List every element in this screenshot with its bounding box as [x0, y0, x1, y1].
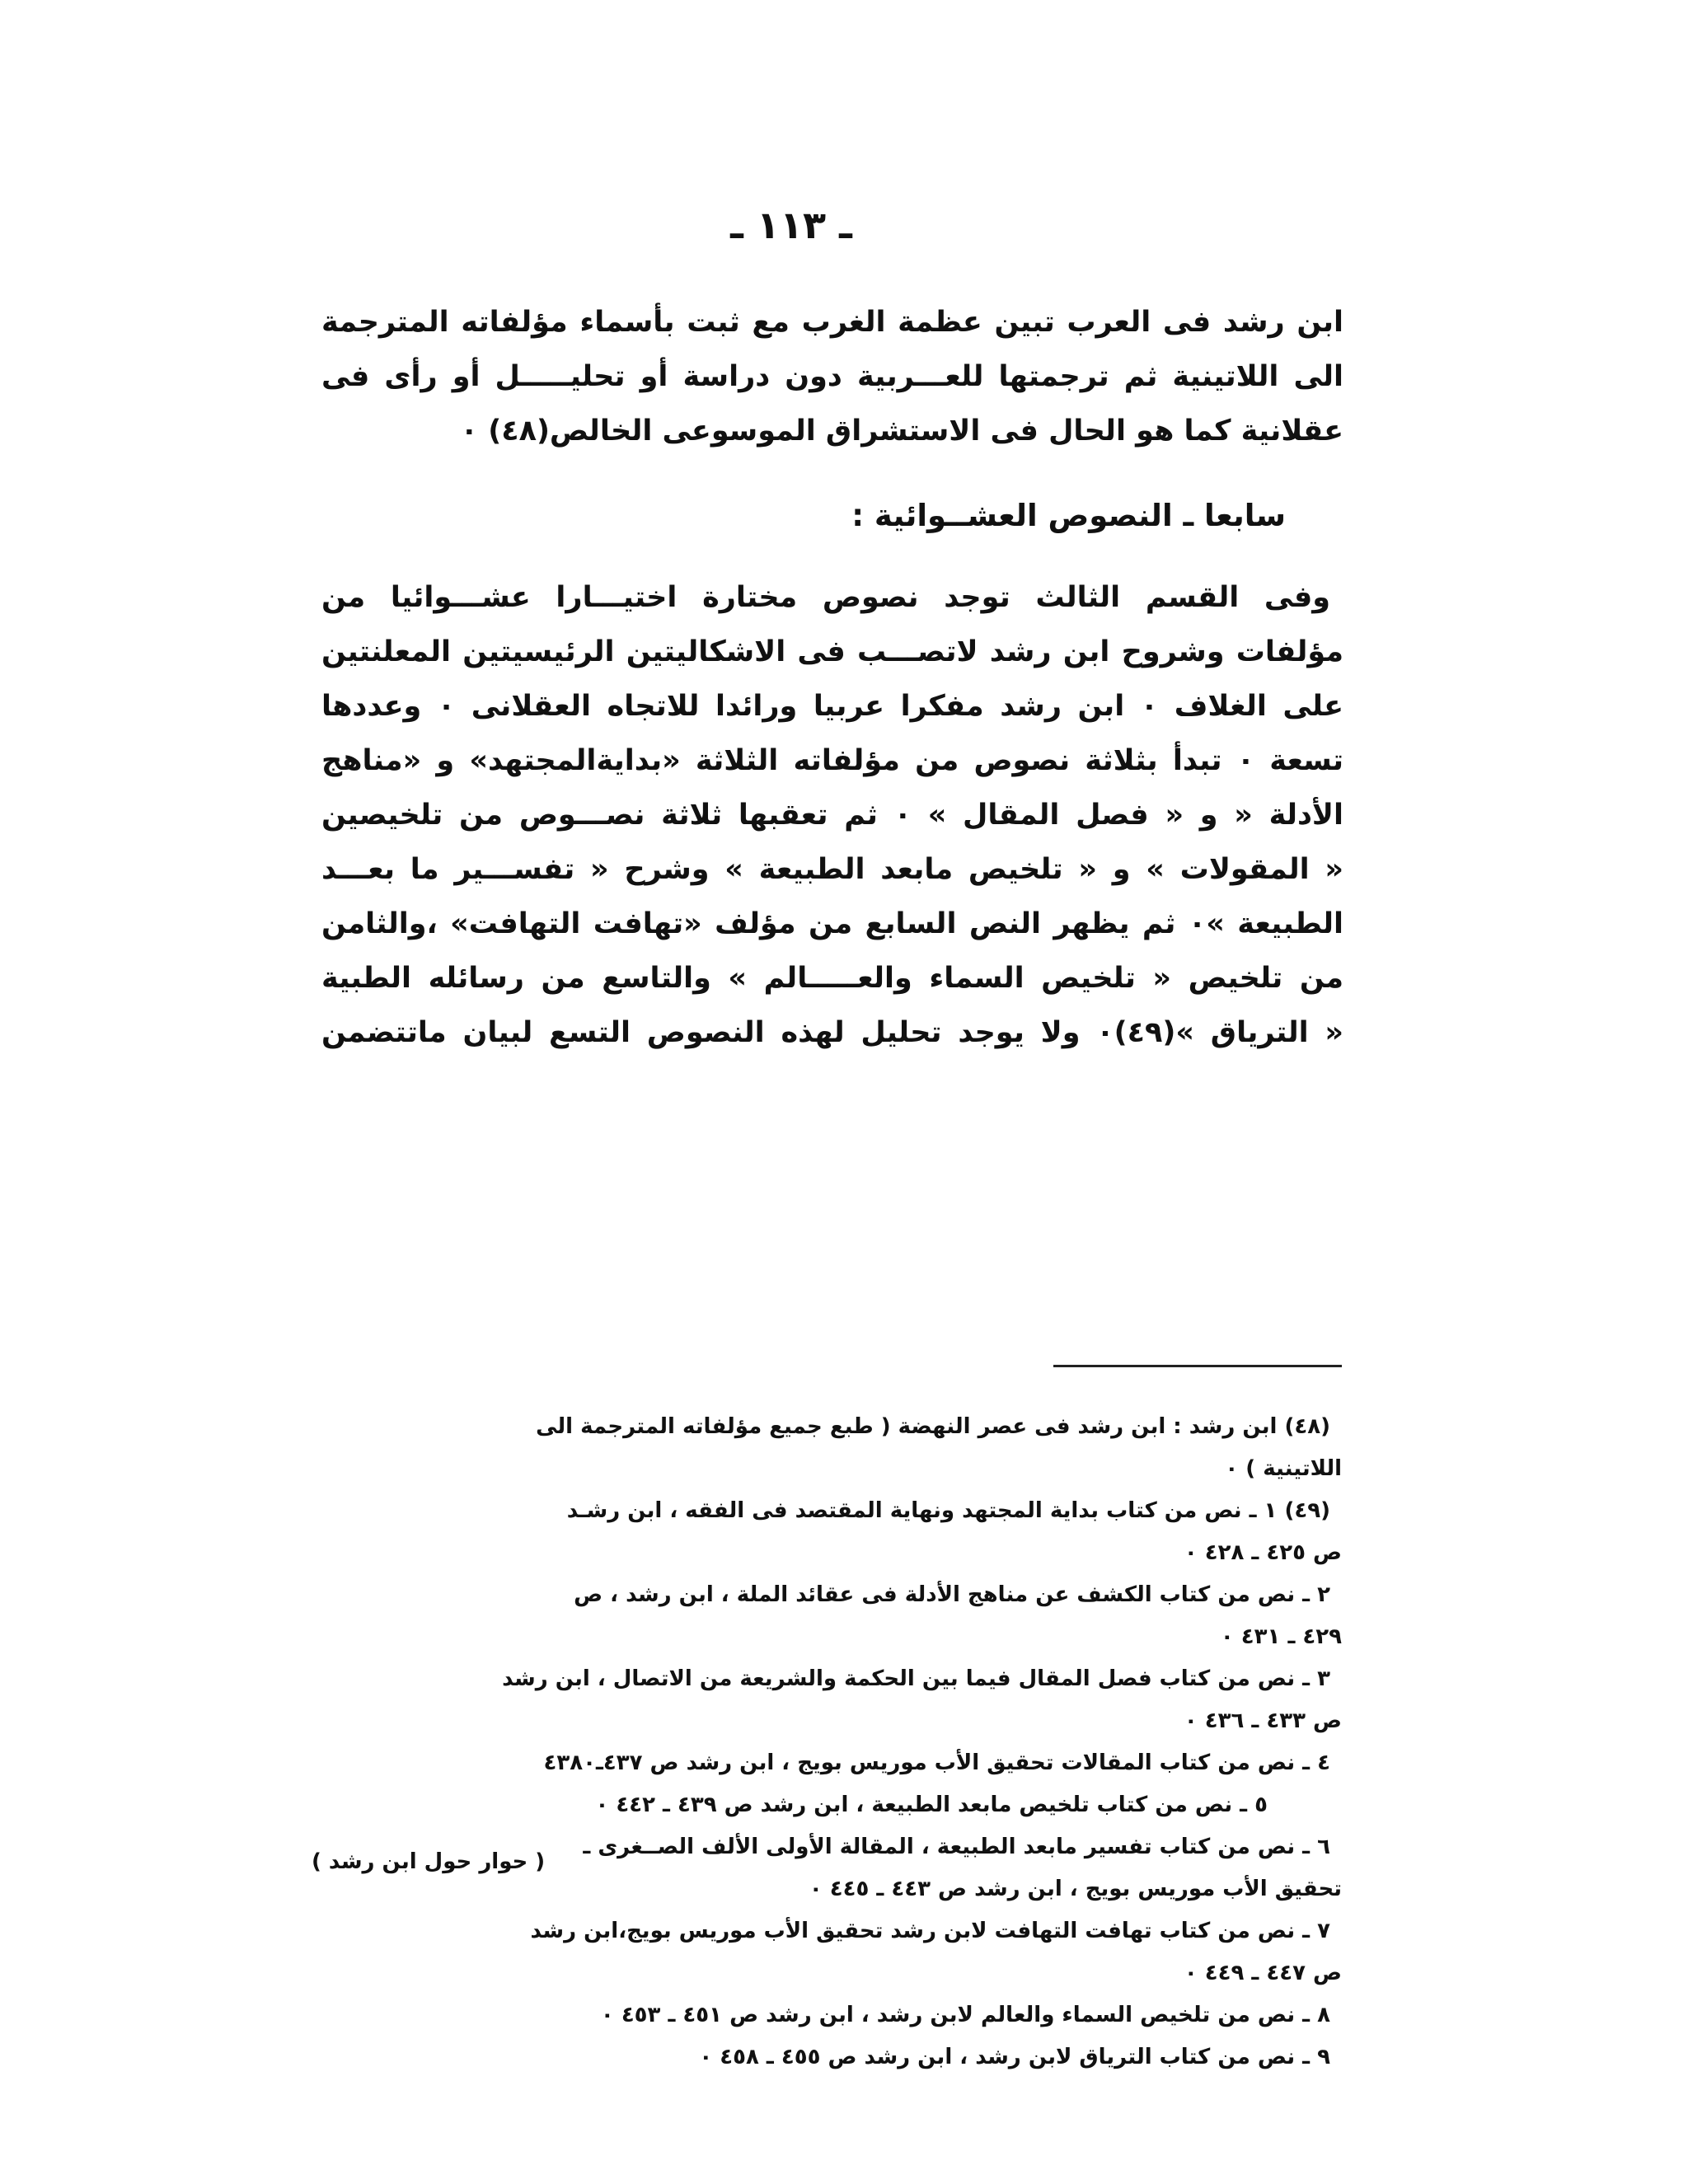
footnote-line: (٤٨) ابن رشد : ابن رشد فى عصر النهضة ( طبع جميع مؤلفاته المترجمة الى: [536, 1414, 1330, 1439]
paragraph-1-line: عقلانية كما هو الحال فى الاستشراق الموسوعى الخالص(٤٨) ٠: [460, 415, 1343, 448]
footnote-separator: [1053, 1365, 1342, 1367]
paragraph-2-line: الأدلة « و « فصل المقال » ٠ ثم تعقبها ثلاثة نصـــوص من تلخيصين: [321, 799, 1343, 832]
footnote-line: (٤٩) ١ ـ نص من كتاب بداية المجتهد ونهاية المقتصد فى الفقه ، ابن رشـد: [566, 1498, 1330, 1523]
paragraph-2-line: مؤلفات وشروح ابن رشد لاتصـــب فى الاشكاليتين الرئيسيتين المعلنتين: [321, 635, 1343, 668]
footnote-line: تحقيق الأب موريس بويج ، ابن رشد ص ٤٤٣ ـ ٤٤٥ ٠: [809, 1877, 1342, 1901]
footnote-line: ٩ ـ نص من كتاب الترياق لابن رشد ، ابن رشد ص ٤٥٥ ـ ٤٥٨ ٠: [699, 2045, 1330, 2069]
footnote-line: ٧ ـ نص من كتاب تهافت التهافت لابن رشد تحقيق الأب موريس بويج،ابن رشد: [530, 1919, 1330, 1943]
footnote-line: ٤٢٩ ـ ٤٣١ ٠: [1220, 1624, 1342, 1649]
paragraph-2-line: من تلخيص « تلخيص السماء والعـــــالم » والتاسع من رسائله الطبية: [321, 962, 1343, 995]
paragraph-2-line: على الغلاف ٠ ابن رشد مفكرا عربيا ورائدا للاتجاه العقلانى ٠ وعددها: [321, 690, 1344, 723]
paragraph-2-line: تسعة ٠ تبدأ بثلاثة نصوص من مؤلفاته الثلاثة «بدايةالمجتهد» و «مناهج: [321, 744, 1343, 777]
paragraph-1-line: ابن رشد فى العرب تبين عظمة الغرب مع ثبت بأسماء مؤلفاته المترجمة: [321, 306, 1343, 339]
footnote-line: ص ٤٢٥ ـ ٤٢٨ ٠: [1184, 1540, 1342, 1565]
paragraph-2-line: وفى القسم الثالث توجد نصوص مختارة اختيـــارا عشـــوائيا من: [321, 581, 1330, 614]
footnote-line: ٢ ـ نص من كتاب الكشف عن مناهج الأدلة فى عقائد الملة ، ابن رشد ، ص: [574, 1582, 1330, 1607]
footnote-line: ٥ ـ نص من كتاب تلخيص مابعد الطبيعة ، ابن رشد ص ٤٣٩ ـ ٤٤٢ ٠: [595, 1793, 1268, 1817]
footnote-line: ٣ ـ نص من كتاب فصل المقال فيما بين الحكمة والشريعة من الاتصال ، ابن رشد: [502, 1666, 1330, 1691]
footnote-line: ص ٤٤٧ ـ ٤٤٩ ٠: [1184, 1961, 1342, 1985]
footnotes: [320, 1406, 1342, 2079]
paragraph-2-line: « الترياق »(٤٩)٠ ولا يوجد تحليل لهذه النصوص التسع لبيان ماتتضمن: [321, 1016, 1343, 1049]
page-number: ـ ١١٣ ـ: [730, 203, 852, 247]
paragraph-1: [321, 295, 1343, 458]
section-heading: سابعا ـ النصوص العشــوائية :: [851, 498, 1286, 533]
paragraph-1-line: الى اللاتينية ثم ترجمتها للعـــربية دون دراسة أو تحليـــــل أو رأى فى: [321, 360, 1343, 393]
paragraph-2-line: الطبيعة »٠ ثم يظهر النص السابع من مؤلف «تهافت التهافت» ،والثامن: [321, 907, 1343, 940]
paragraph-2: [321, 570, 1343, 1060]
footnote-line: ٤ ـ نص من كتاب المقالات تحقيق الأب موريس بويج ، ابن رشد ص ٤٣٧ـ٤٣٨٠: [543, 1750, 1330, 1775]
footnote-line: ٨ ـ نص من تلخيص السماء والعالم لابن رشد ، ابن رشد ص ٤٥١ ـ ٤٥٣ ٠: [600, 2003, 1330, 2027]
footnote-line: ٦ ـ نص من كتاب تفسير مابعد الطبيعة ، المقالة الأولى الألف الصــغرى ـ: [583, 1835, 1330, 1859]
source-citation: ( حوار حول ابن رشد ): [312, 1849, 546, 1874]
paragraph-2-line: « المقولات » و « تلخيص مابعد الطبيعة » وشرح « تفســـير ما بعـــد: [321, 853, 1343, 886]
footnote-line: ص ٤٣٣ ـ ٤٣٦ ٠: [1184, 1708, 1342, 1733]
footnote-line: اللاتينية ) ٠: [1225, 1456, 1342, 1481]
